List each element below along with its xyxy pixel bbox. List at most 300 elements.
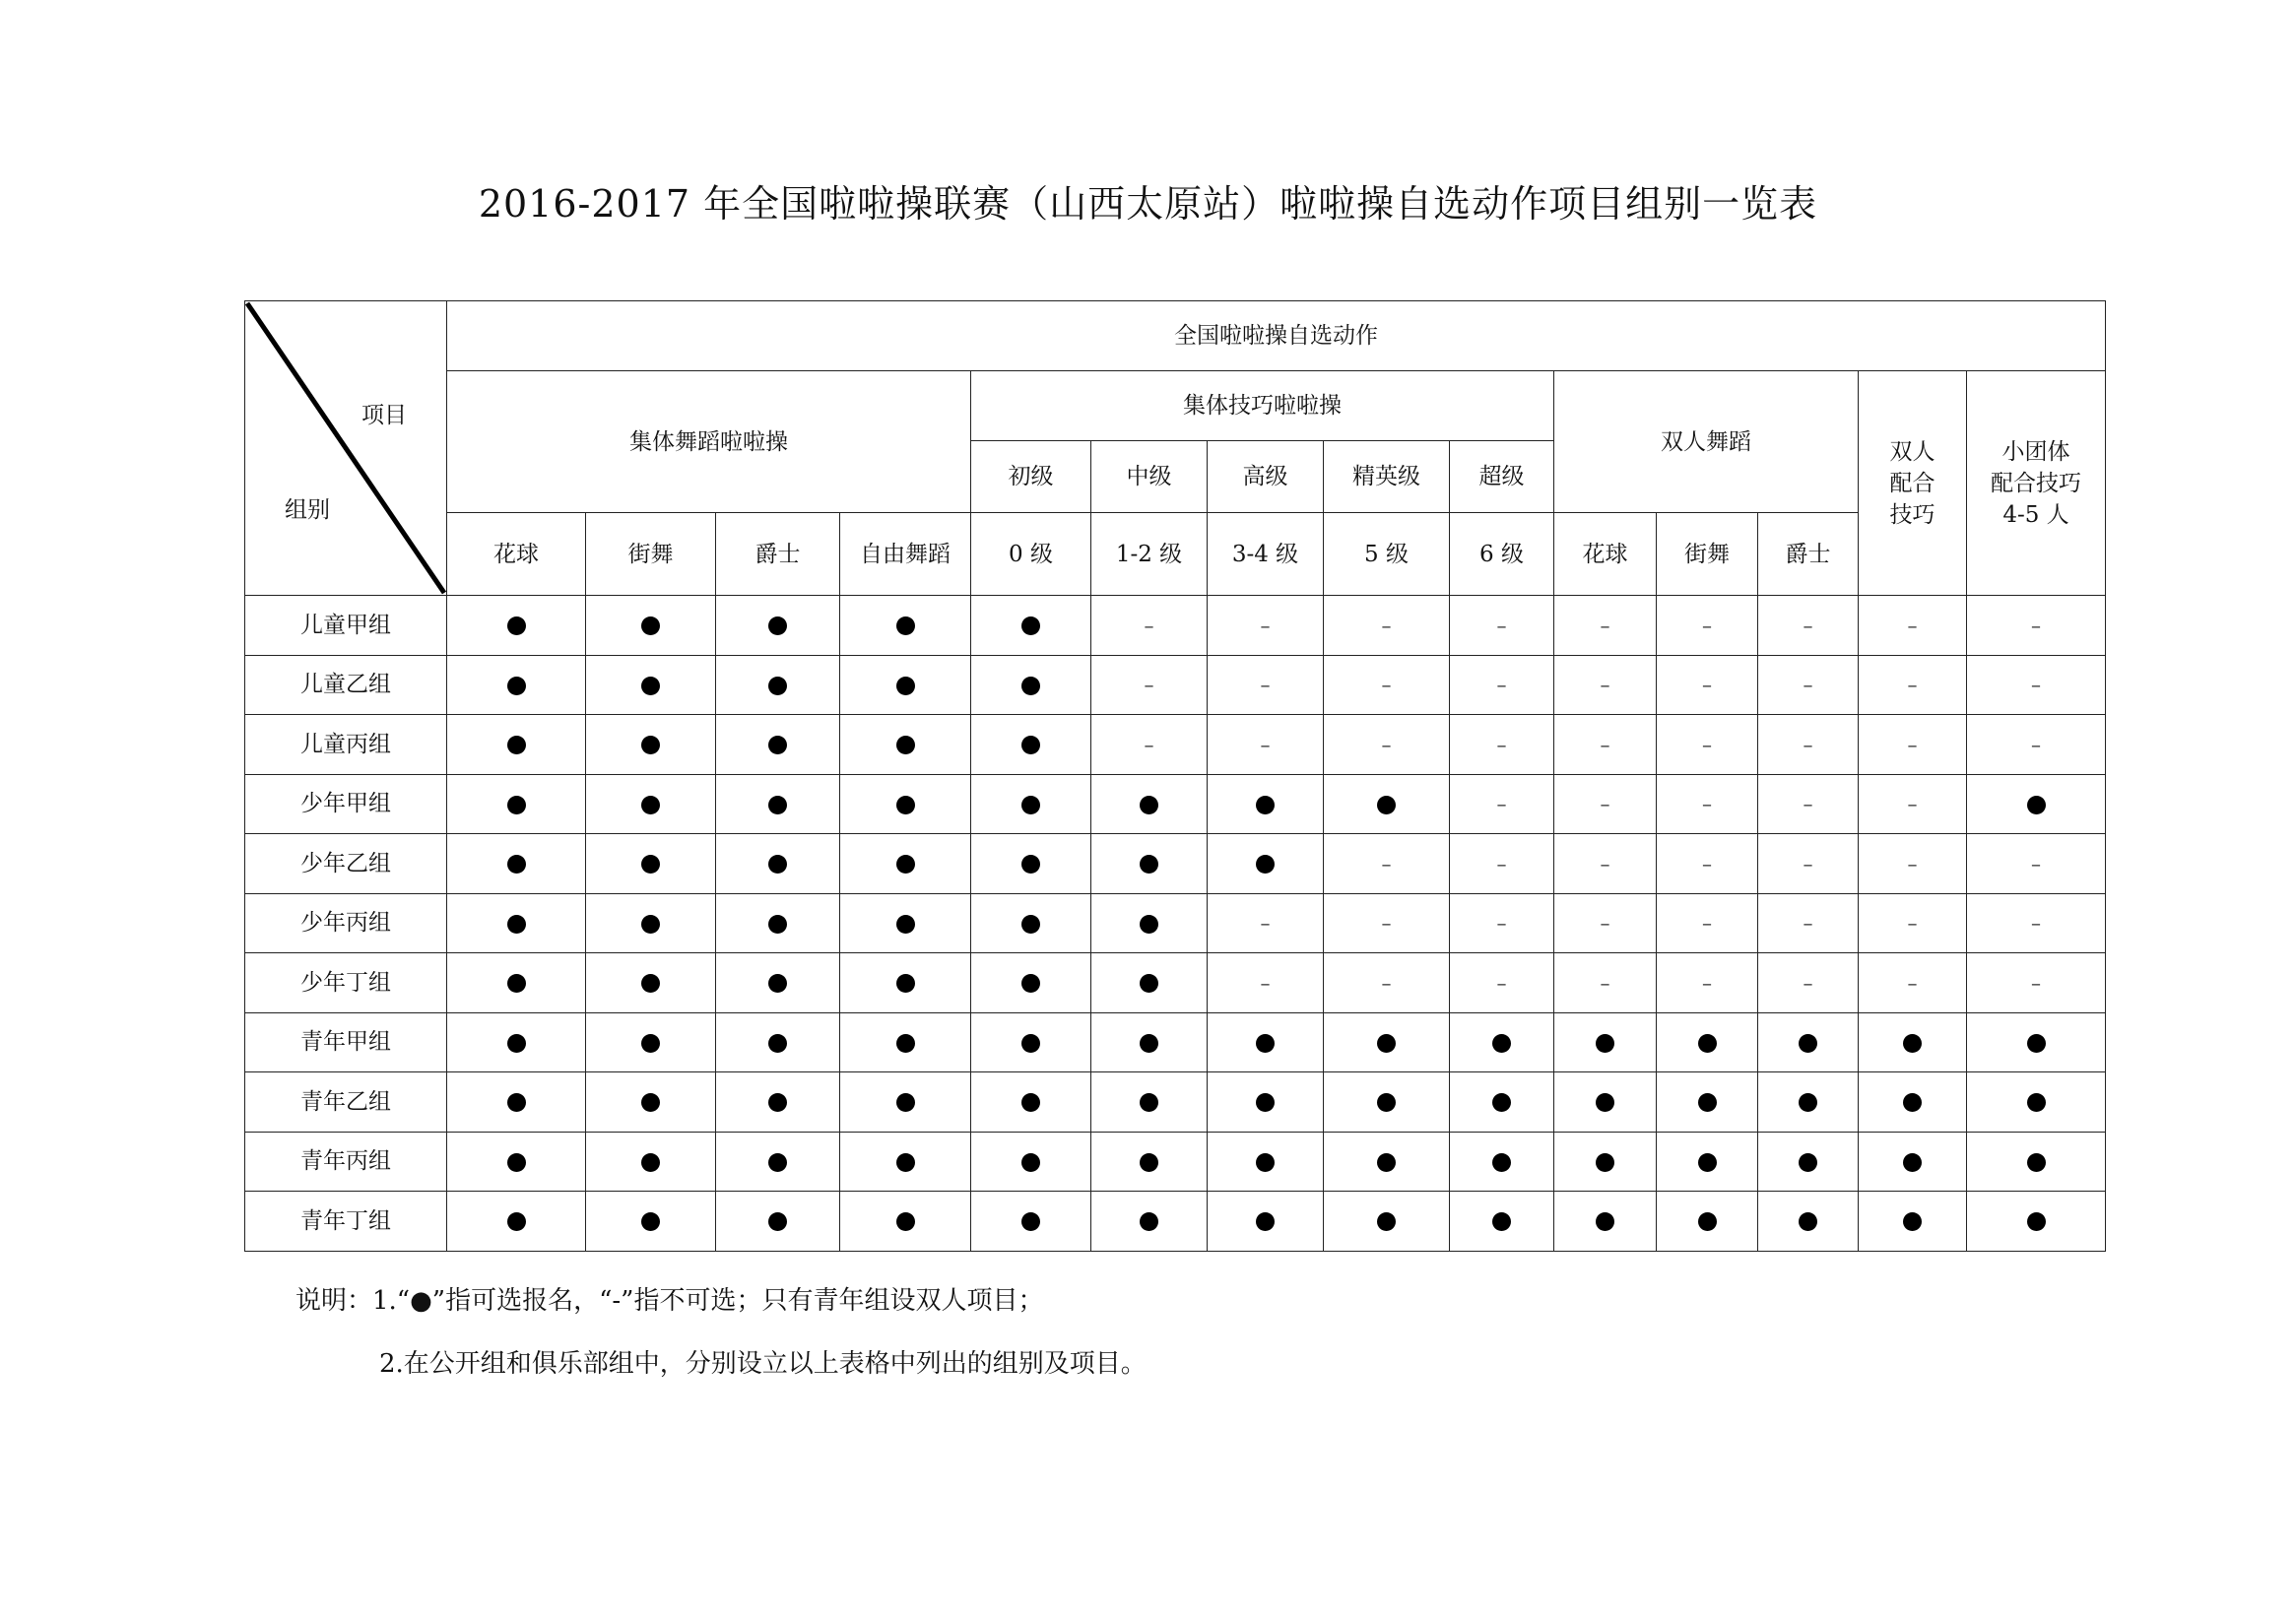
availability-cell (1324, 715, 1450, 775)
available-dot (1021, 736, 1040, 754)
availability-cell (586, 1072, 716, 1133)
available-dot (1021, 855, 1040, 874)
availability-cell (716, 774, 840, 834)
availability-cell (1208, 834, 1324, 894)
available-dot (507, 736, 526, 754)
available-dot (896, 736, 915, 754)
header-column: 花球 (447, 513, 586, 596)
availability-cell (840, 1072, 971, 1133)
unavailable-dash: – (1144, 732, 1154, 756)
availability-cell (1208, 655, 1324, 715)
availability-cell (1657, 1012, 1758, 1072)
available-dot (507, 974, 526, 993)
availability-cell (840, 1012, 971, 1072)
available-dot (1698, 1093, 1717, 1112)
header-top: 全国啦啦操自选动作 (447, 301, 2106, 371)
unavailable-dash: – (1381, 911, 1392, 936)
available-dot (768, 677, 787, 695)
availability-cell (1657, 1192, 1758, 1252)
availability-cell (1657, 953, 1758, 1013)
availability-cell (971, 715, 1091, 775)
available-dot (768, 1153, 787, 1172)
availability-cell (1554, 655, 1657, 715)
row-group-label: 青年丙组 (245, 1132, 447, 1192)
row-group-label: 少年丙组 (245, 893, 447, 953)
available-dot (1256, 1093, 1275, 1112)
availability-cell (447, 953, 586, 1013)
available-dot (768, 1093, 787, 1112)
available-dot (896, 915, 915, 934)
unavailable-dash: – (1260, 911, 1271, 936)
availability-cell (971, 1192, 1091, 1252)
availability-cell (447, 834, 586, 894)
availability-cell (1859, 1192, 1967, 1252)
availability-cell (1324, 1012, 1450, 1072)
availability-cell (716, 1012, 840, 1072)
unavailable-dash: – (1907, 673, 1918, 697)
availability-cell (840, 893, 971, 953)
availability-cell (586, 1012, 716, 1072)
availability-cell (1859, 715, 1967, 775)
unavailable-dash: – (1600, 792, 1610, 816)
header-skill-level: 高级 (1208, 441, 1324, 513)
availability-cell (1091, 596, 1208, 656)
availability-cell (1208, 953, 1324, 1013)
unavailable-dash: – (1600, 970, 1610, 995)
available-dot (1903, 1153, 1922, 1172)
available-dot (896, 1212, 915, 1231)
availability-cell (1091, 715, 1208, 775)
availability-cell (1324, 834, 1450, 894)
availability-cell (1859, 893, 1967, 953)
unavailable-dash: – (1803, 613, 1813, 637)
availability-cell (1324, 1072, 1450, 1133)
availability-cell (971, 834, 1091, 894)
available-dot (1596, 1034, 1614, 1053)
availability-cell (586, 1132, 716, 1192)
available-dot (641, 974, 660, 993)
available-dot (1256, 796, 1275, 814)
header-group-dance: 集体舞蹈啦啦操 (447, 371, 971, 513)
available-dot (1377, 1034, 1396, 1053)
row-group-label: 儿童丙组 (245, 715, 447, 775)
available-dot (896, 1034, 915, 1053)
availability-cell (1324, 774, 1450, 834)
availability-cell (586, 834, 716, 894)
unavailable-dash: – (2031, 613, 2041, 637)
available-dot (1492, 1153, 1511, 1172)
availability-cell (1091, 834, 1208, 894)
available-dot (1903, 1093, 1922, 1112)
available-dot (507, 616, 526, 635)
available-dot (1596, 1153, 1614, 1172)
availability-cell (1450, 596, 1554, 656)
availability-cell (1859, 655, 1967, 715)
unavailable-dash: – (1496, 851, 1507, 875)
availability-cell (1450, 1132, 1554, 1192)
row-group-label: 青年丁组 (245, 1192, 447, 1252)
availability-cell (1554, 1132, 1657, 1192)
availability-cell (716, 1192, 840, 1252)
header-column: 0 级 (971, 513, 1091, 596)
availability-cell (1208, 1192, 1324, 1252)
availability-cell (1208, 893, 1324, 953)
availability-cell (1091, 953, 1208, 1013)
header-column: 爵士 (1758, 513, 1859, 596)
unavailable-dash: – (1803, 911, 1813, 936)
available-dot (1140, 915, 1158, 934)
row-group-label: 少年乙组 (245, 834, 447, 894)
table-row (245, 774, 2106, 834)
unavailable-dash: – (1260, 732, 1271, 756)
availability-cell (716, 715, 840, 775)
available-dot (641, 1153, 660, 1172)
availability-cell (1554, 1072, 1657, 1133)
availability-cell (1324, 1132, 1450, 1192)
availability-cell (1967, 893, 2106, 953)
availability-cell (1657, 596, 1758, 656)
available-dot (1021, 1212, 1040, 1231)
unavailable-dash: – (2031, 851, 2041, 875)
unavailable-dash: – (1600, 673, 1610, 697)
unavailable-dash: – (1907, 970, 1918, 995)
availability-cell (971, 1132, 1091, 1192)
availability-cell (1450, 1072, 1554, 1133)
availability-cell (1208, 774, 1324, 834)
available-dot (1492, 1093, 1511, 1112)
availability-cell (1967, 1132, 2106, 1192)
header-pair-dance: 双人舞蹈 (1554, 371, 1859, 513)
availability-cell (1967, 834, 2106, 894)
available-dot (641, 915, 660, 934)
availability-cell (1859, 1132, 1967, 1192)
availability-cell (1554, 953, 1657, 1013)
availability-cell (447, 1012, 586, 1072)
available-dot (1799, 1093, 1817, 1112)
availability-cell (716, 596, 840, 656)
unavailable-dash: – (1260, 970, 1271, 995)
available-dot (896, 616, 915, 635)
unavailable-dash: – (1381, 970, 1392, 995)
header-column: 爵士 (716, 513, 840, 596)
unavailable-dash: – (1381, 613, 1392, 637)
header-pair-skill: 双人 配合 技巧 (1859, 371, 1967, 596)
unavailable-dash: – (1803, 732, 1813, 756)
availability-cell (971, 774, 1091, 834)
availability-cell (716, 655, 840, 715)
available-dot (1140, 974, 1158, 993)
availability-cell (586, 1192, 716, 1252)
header-column: 花球 (1554, 513, 1657, 596)
availability-cell (1967, 1072, 2106, 1133)
unavailable-dash: – (1496, 613, 1507, 637)
unavailable-dash: – (1144, 613, 1154, 637)
availability-cell (1859, 1072, 1967, 1133)
available-dot (1021, 677, 1040, 695)
table-row (245, 1012, 2106, 1072)
availability-cell (971, 1072, 1091, 1133)
availability-cell (1758, 715, 1859, 775)
availability-cell (447, 596, 586, 656)
available-dot (896, 677, 915, 695)
header-column: 街舞 (1657, 513, 1758, 596)
available-dot (641, 1093, 660, 1112)
available-dot (1903, 1212, 1922, 1231)
available-dot (1492, 1212, 1511, 1231)
available-dot (1377, 796, 1396, 814)
available-dot (1021, 974, 1040, 993)
availability-cell (1967, 774, 2106, 834)
availability-cell (1450, 1012, 1554, 1072)
unavailable-dash: – (1803, 792, 1813, 816)
availability-cell (1758, 596, 1859, 656)
availability-cell (1554, 715, 1657, 775)
unavailable-dash: – (2031, 970, 2041, 995)
available-dot (507, 1153, 526, 1172)
availability-cell (1324, 1192, 1450, 1252)
availability-cell (1859, 596, 1967, 656)
available-dot (507, 677, 526, 695)
availability-cell (1554, 1192, 1657, 1252)
available-dot (1140, 1034, 1158, 1053)
unavailable-dash: – (1702, 732, 1712, 756)
unavailable-dash: – (1702, 851, 1712, 875)
corner-group-label: 组别 (285, 497, 330, 523)
header-skill-level: 初级 (971, 441, 1091, 513)
unavailable-dash: – (1907, 911, 1918, 936)
available-dot (768, 616, 787, 635)
unavailable-dash: – (1381, 673, 1392, 697)
unavailable-dash: – (1496, 673, 1507, 697)
availability-cell (840, 953, 971, 1013)
availability-cell (1554, 1012, 1657, 1072)
availability-cell (1554, 893, 1657, 953)
available-dot (1256, 855, 1275, 874)
available-dot (641, 677, 660, 695)
header-small-team: 小团体 配合技巧 4-5 人 (1967, 371, 2106, 596)
availability-cell (586, 893, 716, 953)
available-dot (1021, 796, 1040, 814)
unavailable-dash: – (1600, 851, 1610, 875)
availability-cell (1450, 953, 1554, 1013)
row-group-label: 少年甲组 (245, 774, 447, 834)
diagonal-divider (245, 301, 446, 595)
unavailable-dash: – (1260, 613, 1271, 637)
available-dot (1799, 1034, 1817, 1053)
corner-item-label: 项目 (361, 403, 407, 428)
availability-cell (1208, 1012, 1324, 1072)
availability-cell (1091, 1012, 1208, 1072)
corner-header-cell (245, 301, 447, 596)
availability-cell (1758, 1012, 1859, 1072)
availability-cell (447, 1192, 586, 1252)
availability-cell (1657, 655, 1758, 715)
row-group-label: 少年丁组 (245, 953, 447, 1013)
header-skill-level: 超级 (1450, 441, 1554, 513)
availability-cell (840, 774, 971, 834)
availability-cell (1758, 655, 1859, 715)
unavailable-dash: – (2031, 732, 2041, 756)
availability-cell (1091, 1192, 1208, 1252)
availability-cell (1657, 834, 1758, 894)
availability-cell (1208, 715, 1324, 775)
document-title: 2016-2017 年全国啦啦操联赛（山西太原站）啦啦操自选动作项目组别一览表 (478, 182, 1818, 226)
availability-cell (586, 596, 716, 656)
header-column: 5 级 (1324, 513, 1450, 596)
availability-cell (586, 715, 716, 775)
unavailable-dash: – (1496, 792, 1507, 816)
availability-cell (1208, 1072, 1324, 1133)
available-dot (1377, 1212, 1396, 1231)
unavailable-dash: – (1496, 732, 1507, 756)
availability-cell (716, 1072, 840, 1133)
row-group-label: 青年甲组 (245, 1012, 447, 1072)
unavailable-dash: – (2031, 911, 2041, 936)
availability-cell (1091, 893, 1208, 953)
available-dot (896, 1093, 915, 1112)
availability-cell (1450, 655, 1554, 715)
availability-cell (840, 596, 971, 656)
availability-cell (1657, 893, 1758, 953)
available-dot (1377, 1153, 1396, 1172)
availability-cell (1324, 596, 1450, 656)
availability-cell (1554, 834, 1657, 894)
available-dot (1140, 1153, 1158, 1172)
availability-cell (716, 953, 840, 1013)
unavailable-dash: – (1803, 851, 1813, 875)
available-dot (641, 1212, 660, 1231)
available-dot (1698, 1212, 1717, 1231)
table-row (245, 1072, 2106, 1133)
available-dot (768, 1212, 787, 1231)
availability-cell (1450, 1192, 1554, 1252)
unavailable-dash: – (1144, 673, 1154, 697)
availability-cell (447, 655, 586, 715)
header-column: 街舞 (586, 513, 716, 596)
availability-cell (1859, 774, 1967, 834)
unavailable-dash: – (1907, 851, 1918, 875)
availability-cell (1657, 1132, 1758, 1192)
available-dot (507, 915, 526, 934)
available-dot (1903, 1034, 1922, 1053)
availability-cell (1967, 953, 2106, 1013)
available-dot (641, 796, 660, 814)
available-dot (768, 1034, 787, 1053)
availability-cell (716, 834, 840, 894)
available-dot (1256, 1212, 1275, 1231)
availability-cell (1091, 1072, 1208, 1133)
available-dot (1021, 1093, 1040, 1112)
table-row (245, 953, 2106, 1013)
available-dot (1799, 1153, 1817, 1172)
availability-cell (447, 1072, 586, 1133)
unavailable-dash: – (1702, 673, 1712, 697)
availability-cell (1091, 1132, 1208, 1192)
availability-cell (1758, 834, 1859, 894)
availability-cell (1450, 893, 1554, 953)
note-line-1: 说明：1.“●”指可选报名，“-”指不可选；只有青年组设双人项目； (295, 1286, 1044, 1316)
table-row (245, 1192, 2106, 1252)
available-dot (641, 736, 660, 754)
unavailable-dash: – (1260, 673, 1271, 697)
unavailable-dash: – (1702, 613, 1712, 637)
availability-cell (1657, 1072, 1758, 1133)
availability-cell (1324, 655, 1450, 715)
unavailable-dash: – (1600, 732, 1610, 756)
availability-cell (971, 893, 1091, 953)
availability-cell (1967, 1012, 2106, 1072)
header-skill-level: 中级 (1091, 441, 1208, 513)
available-dot (896, 1153, 915, 1172)
availability-cell (1758, 893, 1859, 953)
available-dot (2027, 796, 2046, 814)
availability-cell (1859, 834, 1967, 894)
unavailable-dash: – (1702, 970, 1712, 995)
available-dot (641, 855, 660, 874)
availability-cell (1758, 1072, 1859, 1133)
availability-cell (447, 893, 586, 953)
unavailable-dash: – (1702, 792, 1712, 816)
availability-cell (586, 953, 716, 1013)
availability-cell (1208, 596, 1324, 656)
unavailable-dash: – (1496, 970, 1507, 995)
header-column: 自由舞蹈 (840, 513, 971, 596)
availability-cell (971, 596, 1091, 656)
table-row (245, 893, 2106, 953)
unavailable-dash: – (1381, 732, 1392, 756)
availability-cell (1758, 1192, 1859, 1252)
available-dot (896, 796, 915, 814)
available-dot (768, 974, 787, 993)
availability-cell (840, 715, 971, 775)
available-dot (507, 855, 526, 874)
availability-cell (1859, 953, 1967, 1013)
unavailable-dash: – (1803, 673, 1813, 697)
available-dot (641, 1034, 660, 1053)
available-dot (1140, 1212, 1158, 1231)
unavailable-dash: – (1496, 911, 1507, 936)
availability-cell (1324, 893, 1450, 953)
availability-cell (1091, 655, 1208, 715)
available-dot (507, 1034, 526, 1053)
availability-cell (1657, 774, 1758, 834)
available-dot (1377, 1093, 1396, 1112)
available-dot (1799, 1212, 1817, 1231)
note-line-2: 2.在公开组和俱乐部组中，分别设立以上表格中列出的组别及项目。 (379, 1349, 1147, 1379)
row-group-label: 儿童甲组 (245, 596, 447, 656)
available-dot (768, 796, 787, 814)
available-dot (1492, 1034, 1511, 1053)
header-column: 3-4 级 (1208, 513, 1324, 596)
available-dot (768, 736, 787, 754)
availability-cell (840, 655, 971, 715)
available-dot (507, 1093, 526, 1112)
availability-cell (1758, 953, 1859, 1013)
available-dot (1698, 1034, 1717, 1053)
availability-cell (1554, 774, 1657, 834)
available-dot (1140, 796, 1158, 814)
available-dot (1596, 1212, 1614, 1231)
header-column: 6 级 (1450, 513, 1554, 596)
unavailable-dash: – (2031, 673, 2041, 697)
availability-cell (971, 655, 1091, 715)
unavailable-dash: – (1803, 970, 1813, 995)
unavailable-dash: – (1600, 911, 1610, 936)
available-dot (1140, 1093, 1158, 1112)
availability-cell (1324, 953, 1450, 1013)
table-row (245, 655, 2106, 715)
availability-cell (1758, 774, 1859, 834)
